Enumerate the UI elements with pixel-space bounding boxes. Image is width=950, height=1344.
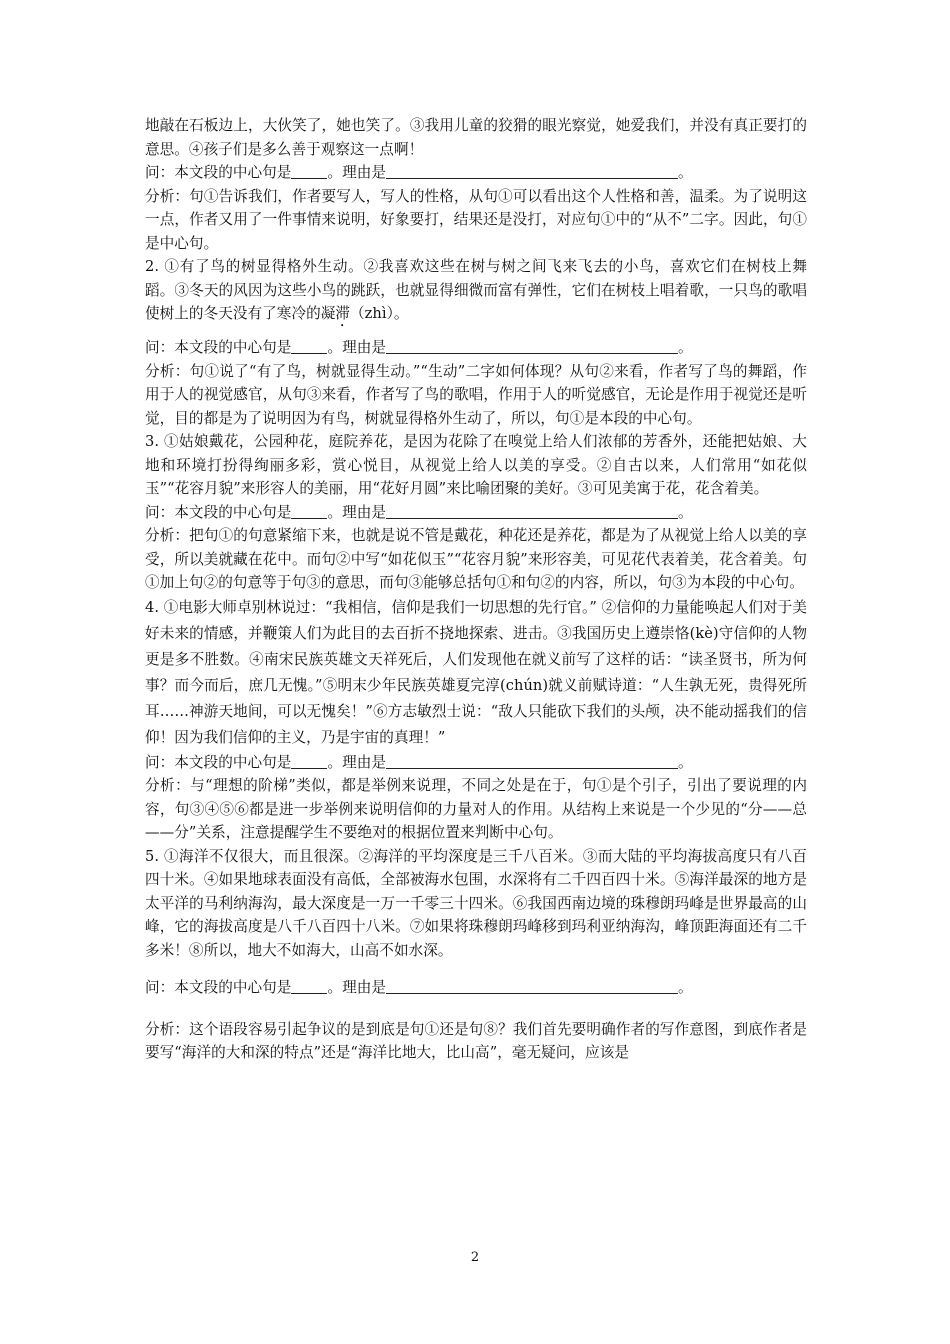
- passage-5: 5. ①海洋不仅很大，而且很深。②海洋的平均深度是三千八百米。③而大陆的平均海拔高度只有八百四十米。④如果地球表面没有高低，全部被海水包围，水深将有二千四百四十米。⑤海洋最深的地方是太平洋的马利纳海沟，最大深度是一万一千零三十四米。⑥我国西南边境的珠穆朗玛峰是世界最高的山峰，它的海拔高度是八千八百四十八米。⑦如果将珠穆朗玛峰移到玛利亚纳海沟，峰顶距海面还有二千多米！⑧所以，地大不如海大，山高不如水深。: [145, 847, 807, 959]
- analysis-5: 分析：这个语段容易引起争议的是到底是句①还是句⑧？我们首先要明确作者的写作意图，到底作者是要写“海洋的大和深的特点”还是“海洋比地大，比山高”，毫无疑问，应该是: [145, 1020, 807, 1061]
- analysis-1: 分析：句①告诉我们，作者要写人，写人的性格，从句①可以看出这个人性格和善，温柔。为了说明这一点，作者又用了一件事情来说明，好象要打，结果还是没打，对应句①中的“从不”二字。因此，句①是中心句。: [145, 187, 807, 252]
- question-3: 问：本文段的中心句是 。理由是 。: [145, 503, 693, 521]
- passage-1-fragment: 地敲在石板边上，大伙笑了，她也笑了。③我用儿童的狡猾的眼光察觉，她爱我们，并没有真正要打的意思。④孩子们是多么善于观察这一点啊！: [145, 117, 807, 158]
- answer-blank-short[interactable]: [291, 339, 327, 354]
- answer-blank-long[interactable]: [386, 504, 678, 519]
- answer-blank-short[interactable]: [291, 979, 327, 994]
- answer-blank-short[interactable]: [291, 164, 327, 179]
- page-number: 2: [470, 1250, 480, 1265]
- emphasis-char: 滞: [335, 305, 351, 322]
- question-5: 问：本文段的中心句是 。理由是 。: [145, 979, 693, 996]
- answer-blank-short[interactable]: [291, 754, 327, 769]
- analysis-3: 分析：把句①的句意紧缩下来，也就是说不管是戴花，种花还是养花，都是为了从视觉上给人以美的享受，所以美就藏在花中。而句②中写“如花似玉”“花容月貌”来形容美，可见花代表着美，花含着美。句①加上句②的句意等于句③的意思，而句③能够总括句①和句②的内容，所以，句③为本段的中心句。: [145, 527, 807, 591]
- passage-2: 2. ①有了鸟的树显得格外生动。②我喜欢这些在树与树之间飞来飞去的小鸟，喜欢它们在树枝上舞蹈。③冬天的风因为这些小鸟的跳跃，也就显得细微而富有弹性，它们在树枝上唱着歌，一只鸟的歌唱使树上的冬天没有了寒冷的凝滞（zhì）。: [145, 258, 807, 322]
- analysis-2: 分析：句①说了“有了鸟，树就显得生动。”“生动”二字如何体现？从句②来看，作者写了鸟的舞蹈，作用于人的视觉感官，从句③来看，作者写了鸟的歌唱，作用于人的听觉感官，无论是作用于视觉还是听觉，目的都是为了说明因为有鸟，树就显得格外生动了，所以，句①是本段的中心句。: [145, 362, 807, 427]
- question-1: 问：本文段的中心句是 。理由是 。: [145, 164, 693, 181]
- question-2: 问：本文段的中心句是 。理由是 。: [145, 339, 693, 356]
- passage-4: 4. ①电影大师卓别林说过：“我相信，信仰是我们一切思想的先行官。” ②信仰的力量能唤起人们对于美好未来的情感，并鞭策人们为此目的去百折不挠地探索、进击。③我国历史上遵崇恪(kè)守信仰的人物更是多不胜数。④南宋民族英雄文天祥死后，人们发现他在就义前写了这样的话：“读圣贤书，所为何事？而今而后，庶几无愧。”⑤明末少年民族英雄夏完淳(chún)就义前赋诗道：“人生孰无死，贵得死所耳……神游天地间，可以无愧矣！”⑥方志敏烈士说：“敌人只能砍下我们的头颅，决不能动摇我们的信仰！因为我们信仰的主义，乃是宇宙的真理！”: [145, 598, 807, 746]
- question-4: 问：本文段的中心句是 。理由是 。: [145, 753, 693, 771]
- document-body: [145, 114, 807, 1065]
- answer-blank-long[interactable]: [386, 979, 678, 994]
- answer-blank-long[interactable]: [386, 339, 678, 354]
- passage-3: 3. ①姑娘戴花，公园种花，庭院养花，是因为花除了在嗅觉上给人们浓郁的芳香外，还能把姑娘、大地和环境打扮得绚丽多彩，赏心悦目，从视觉上给人以美的享受。②自古以来，人们常用“如花似玉”“花容月貌”来形容人的美丽，用“花好月圆”来比喻团聚的美好。③可见美寓于花，花含着美。: [145, 433, 807, 497]
- answer-blank-long[interactable]: [386, 164, 678, 179]
- answer-blank-long[interactable]: [386, 754, 678, 769]
- answer-blank-short[interactable]: [291, 504, 327, 519]
- analysis-4: 分析：与“理想的阶梯”类似，都是举例来说理，不同之处是在于，句①是个引子，引出了要说理的内容，句③④⑤⑥都是进一步举例来说明信仰的力量对人的作用。从结构上来说是一个少见的“分——总——分”关系，注意提醒学生不要绝对的根据位置来判断中心句。: [145, 777, 807, 841]
